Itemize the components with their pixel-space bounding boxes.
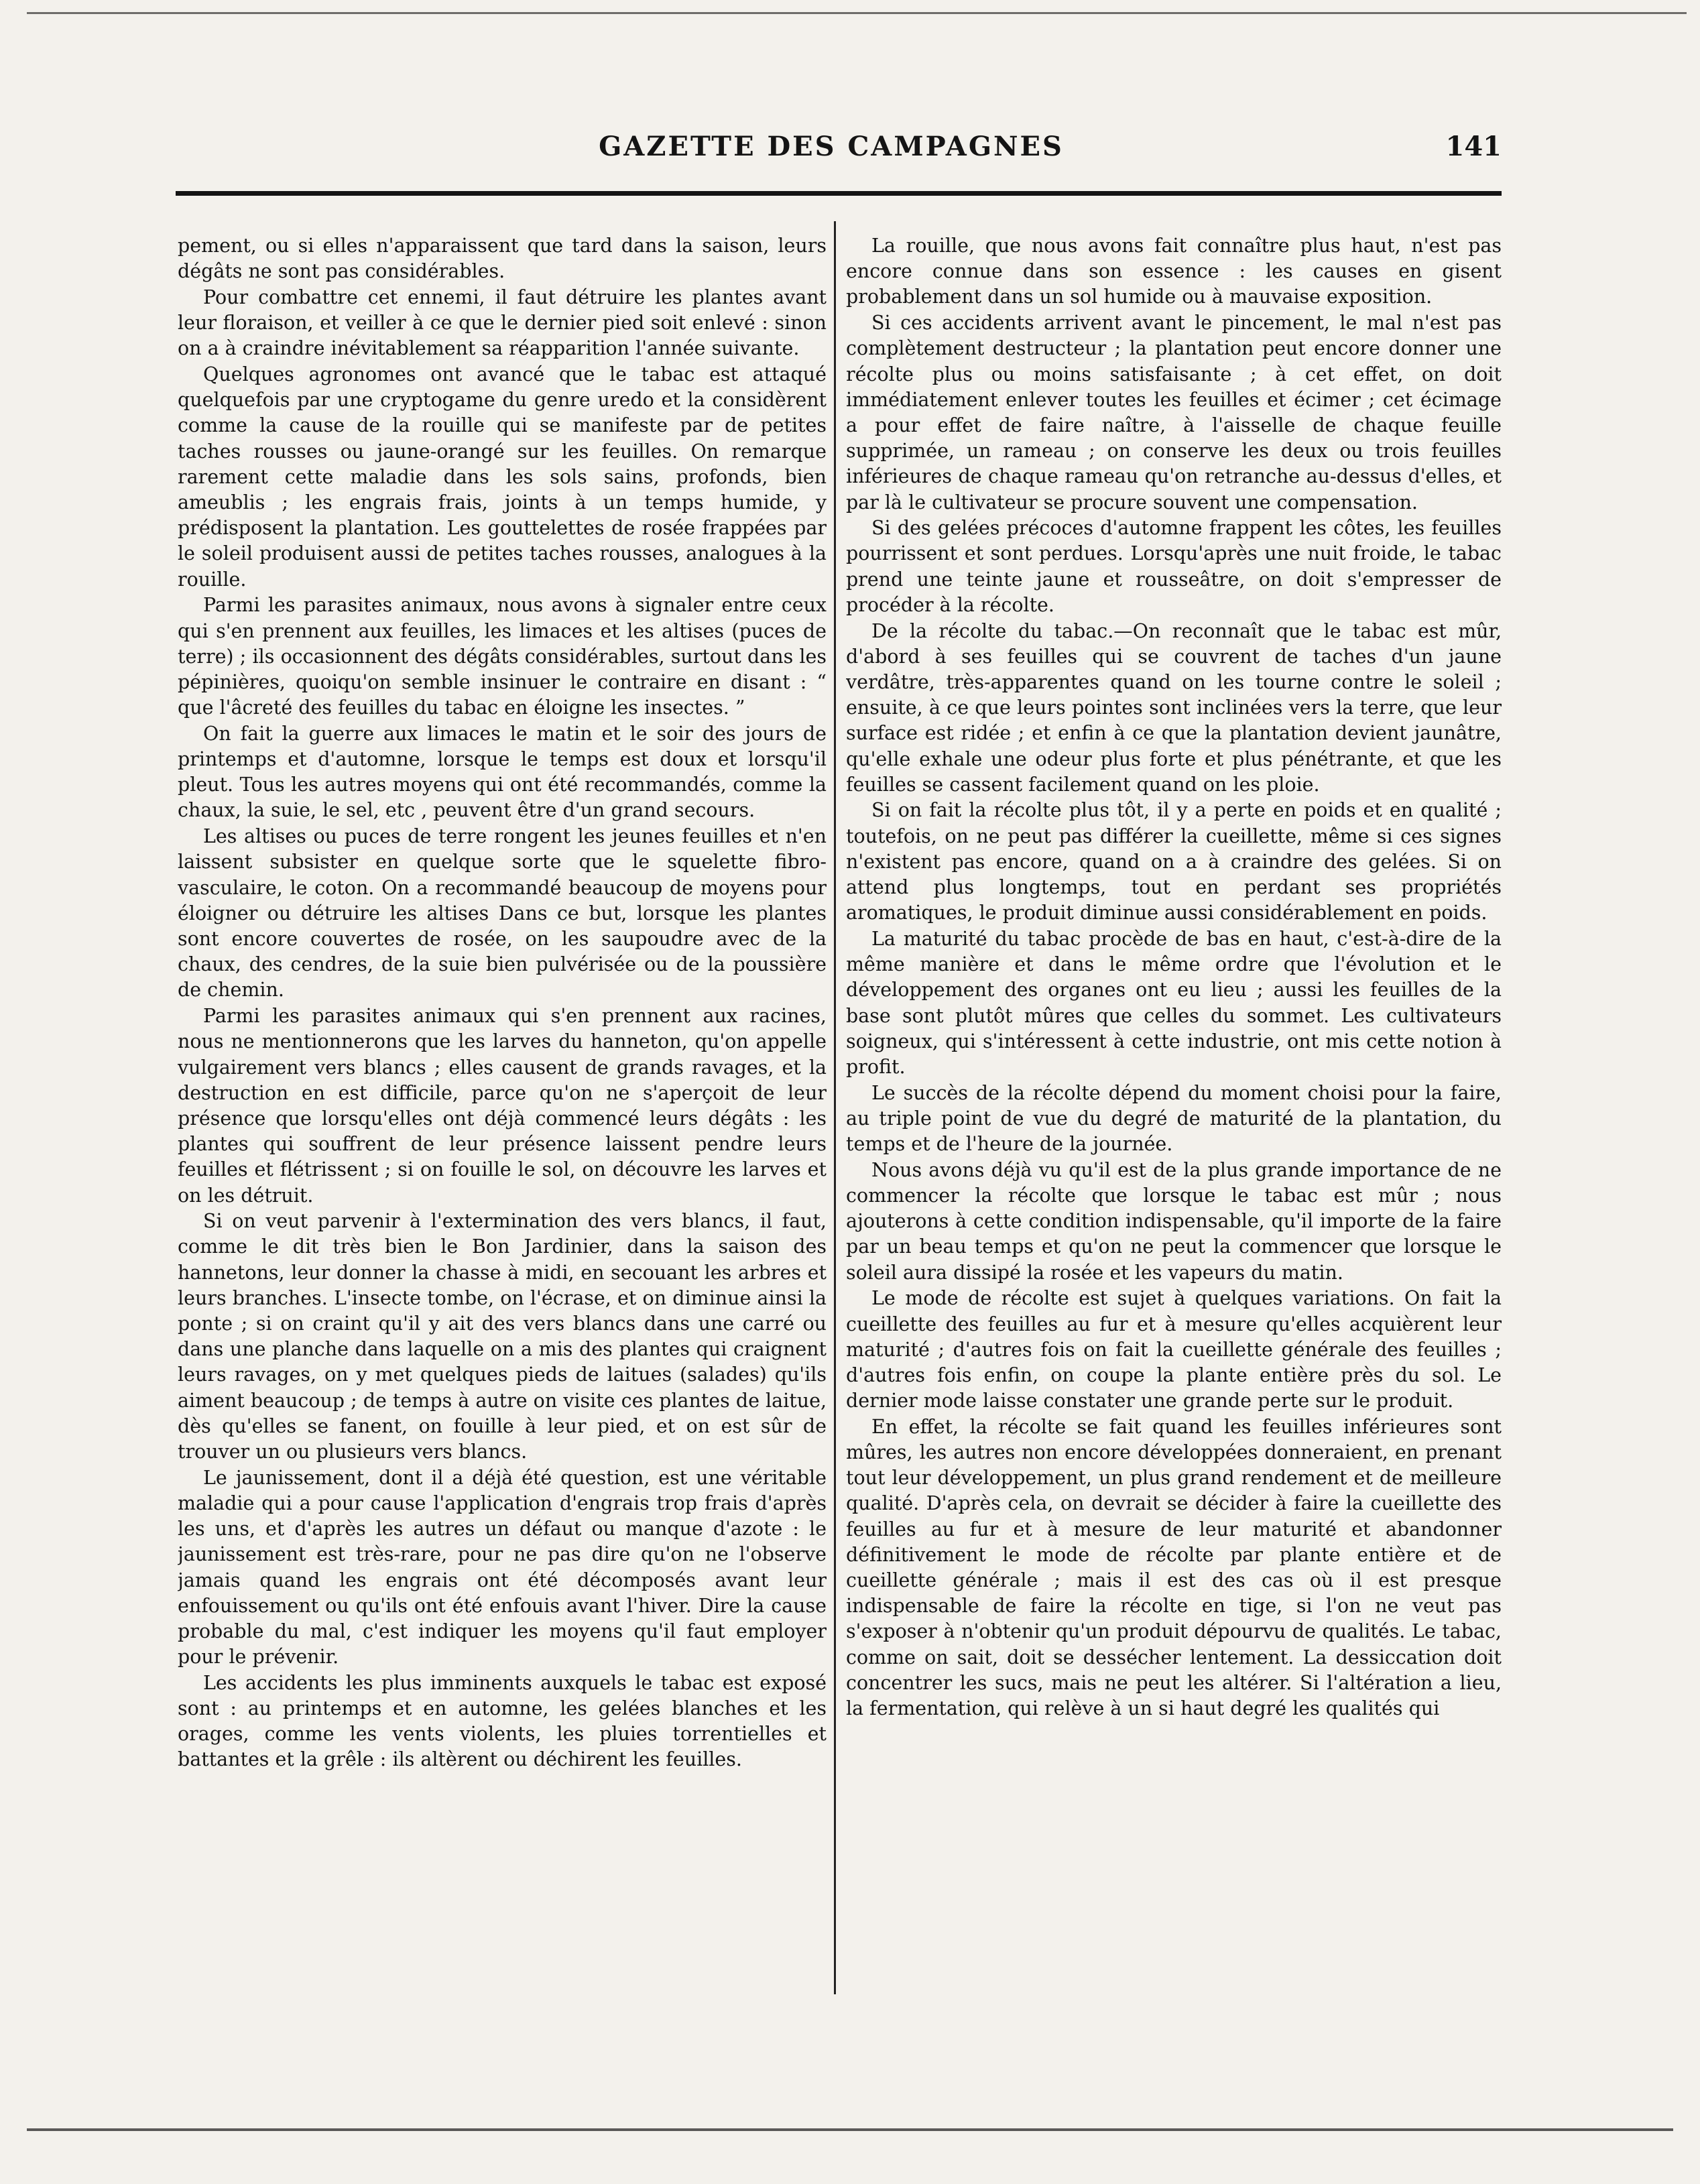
page-number: 141 xyxy=(1445,131,1502,162)
right-column xyxy=(846,233,1502,1983)
paragraph: Si des gelées précoces d'automne frappent les côtes, les feuilles pourrissent et sont perdues. Lorsqu'après une nuit froide, le tabac prend une teinte jaune et rousseâtre, on doit s'empresser de procéder à la récolte. xyxy=(846,517,1502,616)
paragraph: Parmi les parasites animaux qui s'en prennent aux racines, nous ne mentionnerons que les larves du hanneton, qu'on appelle vulgairement vers blancs ; elles causent de grands ravages, et la destruction en est difficile, parce qu'on ne s'aperçoit de leur présence que lorsqu'elles ont déjà commencé leurs dégâts : les plantes qui souffrent de leur présence laissent pendre leurs feuilles et flétrissent ; si on fouille le sol, on découvre les larves et on les détruit. xyxy=(178,1005,827,1207)
left-column xyxy=(178,233,827,1983)
paragraph: Quelques agronomes ont avancé que le tabac est attaqué quelquefois par une cryptogame du genre uredo et la considèrent comme la cause de la rouille qui se manifeste par de petites taches rousses ou jaune-orangé sur les feuilles. On remarque rarement cette maladie dans les sols sains, profonds, bien ameublis ; les engrais frais, joints à un temps humide, y prédisposent la plantation. Les gouttelettes de rosée frappées par le soleil produisent aussi de petites taches rousses, analogues à la rouille. xyxy=(178,363,827,591)
section-heading-paragraph: De la récolte du tabac.—On reconnaît que le tabac est mûr, d'abord à ses feuilles qui se couvrent de taches d'un jaune verdâtre, très-apparentes quand on les tourne contre le soleil ; ensuite, à ce que leurs pointes sont inclinées vers la terre, que leur surface est ridée ; et enfin à ce que la plantation devient jaunâtre, qu'elle exhale une odeur plus forte et plus pénétrante, et que les feuilles se cassent facilement quand on les ploie. xyxy=(846,619,1502,796)
paragraph: La maturité du tabac procède de bas en haut, c'est-à-dire de la même manière et dans le même ordre que l'évolution et le développement des organes ont eu lieu ; aussi les feuilles de la base sont plutôt mûres que celles du sommet. Les cultivateurs soigneux, qui s'intéressent à cette industrie, ont mis cette notion à profit. xyxy=(846,927,1502,1078)
paragraph: Parmi les parasites animaux, nous avons à signaler entre ceux qui s'en prennent aux feuilles, les limaces et les altises (puces de terre) ; ils occasionnent des dégâts considérables, surtout dans les pépinières, quoiqu'on semble insinuer le contraire en disant : “ que l'âcreté des feuilles du tabac en éloigne les insectes. ” xyxy=(178,594,827,719)
column-divider xyxy=(834,221,836,1994)
paragraph: Nous avons déjà vu qu'il est de la plus grande importance de ne commencer la récolte que lorsque le tabac est mûr ; nous ajouterons à cette condition indispensable, qu'il importe de la faire par un beau temps et qu'on ne peut la commencer que lorsque le soleil aura dissipé la rosée et les vapeurs du matin. xyxy=(846,1158,1502,1284)
paragraph: La rouille, que nous avons fait connaître plus haut, n'est pas encore connue dans son essence : les causes en gisent probablement dans un sol humide ou à mauvaise exposition. xyxy=(846,235,1502,308)
paragraph: Le jaunissement, dont il a déjà été question, est une véritable maladie qui a pour cause l'application d'engrais trop frais d'après les uns, et d'après les autres un défaut ou manque d'azote : le jaunissement est très-rare, pour ne pas dire qu'on ne l'observe jamais quand les engrais ont été décomposés avant leur enfouissement ou qu'ils ont été enfouis avant l'hiver. Dire la cause probable du mal, c'est indiquer les moyens qu'il faut employer pour le prévenir. xyxy=(178,1466,827,1669)
paragraph: Les altises ou puces de terre rongent les jeunes feuilles et n'en laissent subsister en quelque sorte que le squelette fibro-vasculaire, le coton. On a recommandé beaucoup de moyens pour éloigner ou détruire les altises Dans ce but, lorsque les plantes sont encore couvertes de rosée, on les saupoudre avec de la chaux, des cendres, de la suie bien pulvérisée ou de la poussière de chemin. xyxy=(178,825,827,1002)
top-border-rule xyxy=(27,12,1687,14)
running-title: GAZETTE DES CAMPAGNES xyxy=(599,131,1064,162)
paragraph: En effet, la récolte se fait quand les feuilles inférieures sont mûres, les autres non encore développées donneraient, en prenant tout leur développement, un plus grand rendement et de meilleure qualité. D'après cela, on devrait se décider à faire la cueillette des feuilles au fur et à mesure de leur maturité et abandonner définitivement le mode de récolte par plante entière et de cueillette générale ; mais il est des cas où il est presque indispensable de faire la récolte en tige, si l'on ne veut pas s'exposer à n'obtenir qu'un produit dépourvu de qualités. Le tabac, comme on sait, doit se dessécher lentement. La dessiccation doit concentrer les sucs, mais ne peut les altérer. Si l'altération a lieu, la fermentation, qui relève à un si haut degré les qualités qui xyxy=(846,1415,1502,1720)
paragraph: On fait la guerre aux limaces le matin et le soir des jours de printemps et d'automne, lorsque le temps est doux et lorsqu'il pleut. Tous les autres moyens qui ont été recommandés, comme la chaux, la suie, le sel, etc , peuvent être d'un grand secours. xyxy=(178,722,827,822)
paragraph: Le succès de la récolte dépend du moment choisi pour la faire, au triple point de vue du degré de maturité de la plantation, du temps et de l'heure de la journée. xyxy=(846,1081,1502,1156)
paragraph: Si on fait la récolte plus tôt, il y a perte en poids et en qualité ; toutefois, on ne peut pas différer la cueillette, même si ces signes n'existent pas encore, quand on a à craindre des gelées. Si on attend plus longtemps, tout en perdant ses propriétés aromatiques, le produit diminue aussi considérablement en poids. xyxy=(846,799,1502,924)
bottom-border-rule xyxy=(27,2128,1673,2131)
paragraph: Si ces accidents arrivent avant le pincement, le mal n'est pas complètement destructeur ; la plantation peut encore donner une récolte plus ou moins satisfaisante ; à cet effet, on doit immédiatement enlever toutes les feuilles et écimer ; cet écimage a pour effet de faire naître, à l'aisselle de chaque feuille supprimée, un rameau ; on conserve les deux ou trois feuilles inférieures de chaque rameau qu'on retranche au-dessus d'elles, et par là le cultivateur se procure souvent une compensation. xyxy=(846,312,1502,513)
paragraph: Pour combattre cet ennemi, il faut détruire les plantes avant leur floraison, et veiller à ce que le dernier pied soit enlevé : sinon on a à craindre inévitablement sa réapparition l'année suivante. xyxy=(178,286,827,360)
paragraph: pement, ou si elles n'apparaissent que tard dans la saison, leurs dégâts ne sont pas considérables. xyxy=(178,235,827,283)
paragraph: Le mode de récolte est sujet à quelques variations. On fait la cueillette des feuilles au fur et à mesure qu'elles acquièrent leur maturité ; d'autres fois on fait la cueillette générale des feuilles ; d'autres fois enfin, on coupe la plante entière près du sol. Le dernier mode laisse constater une grande perte sur le produit. xyxy=(846,1287,1502,1412)
header-rule xyxy=(176,191,1502,196)
paragraph: Les accidents les plus imminents auxquels le tabac est exposé sont : au printemps et en automne, les gelées blanches et les orages, comme les vents violents, les pluies torrentielles et battantes et la grêle : ils altèrent ou déchirent les feuilles. xyxy=(178,1671,827,1771)
page-header xyxy=(161,131,1502,171)
paragraph: Si on veut parvenir à l'extermination des vers blancs, il faut, comme le dit très bien le Bon Jardinier, dans la saison des hannetons, leur donner la chasse à midi, en secouant les arbres et leurs branches. L'insecte tombe, on l'écrase, et on diminue ainsi la ponte ; si on craint qu'il y ait des vers blancs dans une carré ou dans une planche dans laquelle on a mis des plantes qui craignent leurs ravages, on y met quelques pieds de laitues (salades) qu'ils aiment beaucoup ; de temps à autre on visite ces plantes de laitue, dès qu'elles se fanent, on fouille à leur pied, et on est sûr de trouver un ou plusieurs vers blancs. xyxy=(178,1210,827,1463)
